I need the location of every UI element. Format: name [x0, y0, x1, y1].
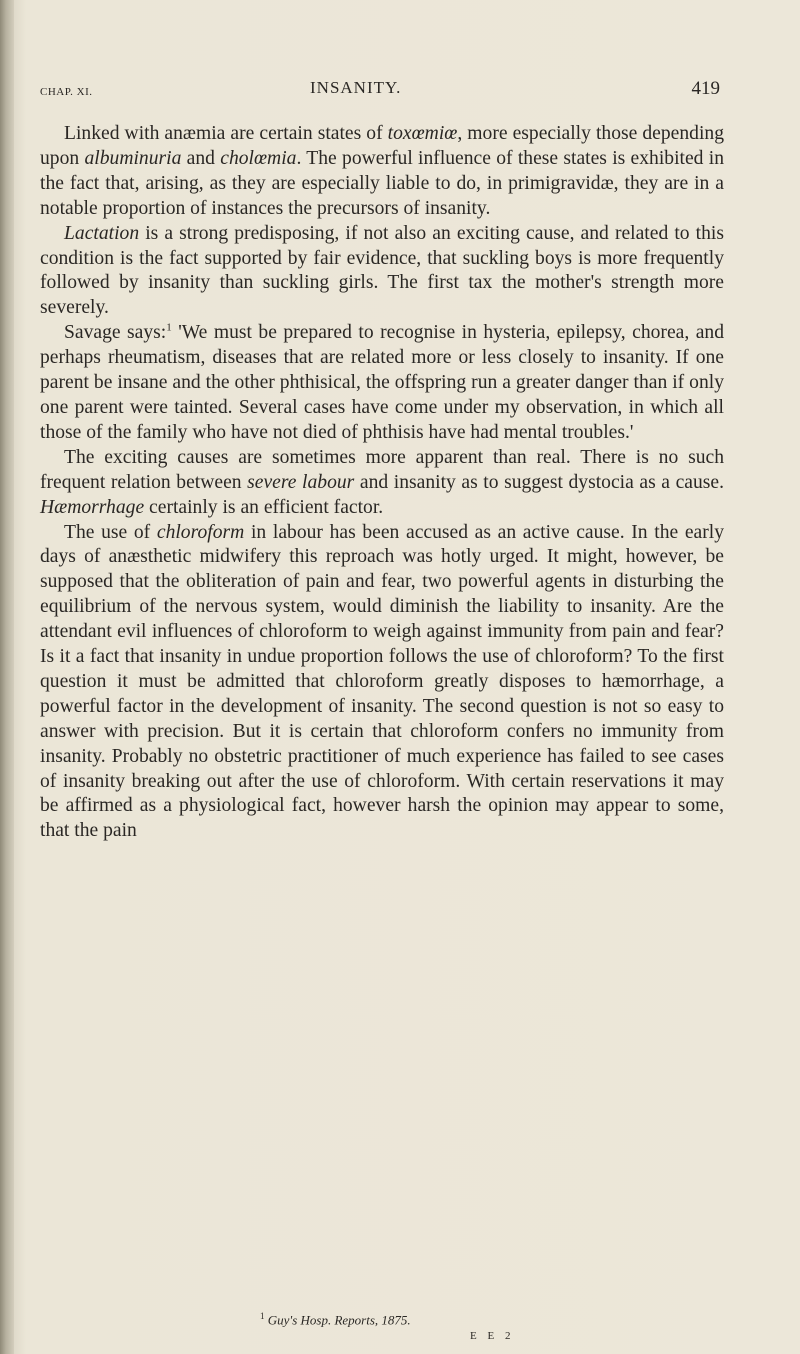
italic-term: chloroform: [156, 521, 245, 543]
text-run: . The powerful influence of these states is exhibited in the fact that, arising, as they are especially liable to do, in primigravidæ, they are in a notable proportion of instances the precursors of insanity.: [40, 147, 724, 219]
paragraph: [40, 122, 724, 222]
italic-term: toxœmiœ: [387, 123, 458, 144]
page-number: 419: [691, 78, 720, 99]
running-header: [40, 78, 720, 104]
running-title: INSANITY.: [310, 78, 402, 97]
italic-term: Hæmorrhage: [40, 496, 145, 518]
text-run: 'We must be prepared to recognise in hysteria, epilepsy, chorea, and perhaps rheumatism, diseases that are related more or less closely to insanity. If one parent be insane and the other phthisical, the offspring run a greater danger than if only one parent were tainted. Several cases have come under my observation, in which all those of the family who have not died of phthisis have had mental troubles.': [40, 322, 724, 443]
footnote: [260, 1311, 411, 1328]
italic-term: albuminuria: [84, 147, 182, 169]
paragraph: [40, 446, 724, 521]
paragraph: [40, 521, 724, 845]
text-run: The exciting causes are sometimes more apparent than real. There is no such frequent relation between: [40, 446, 724, 493]
footnote-mark: 1: [260, 1311, 265, 1321]
text-run: and insanity as to suggest dystocia as a cause.: [354, 471, 724, 493]
footnote-text: Guy's Hosp. Reports, 1875.: [267, 1312, 411, 1328]
footnote-reference: 1: [166, 321, 172, 334]
page-gutter: [0, 0, 14, 1354]
text-run: Savage says:: [64, 322, 167, 344]
text-run: certainly is an efficient factor.: [144, 496, 384, 518]
text-run: in labour has been accused as an active cause. In the early days of anæsthetic midwifery this reproach was hotly urged. It might, however, be supposed that the obliteration of pain and fear, two powerful agents in disturbing the equilibrium of the nervous system, would diminish the liability to insanity. Are the attendant evil influences of chloroform to weigh against immunity from pain and fear? Is it a fact that insanity in undue proportion follows the use of chloroform? To the first question it must be admitted that chloroform greatly disposes to hæmorrhage, a powerful factor in the development of insanity. The second question is not so easy to answer with precision. But it is certain that chloroform confers no immunity from insanity. Probably no obstetric practitioner of much experience has failed to see cases of insanity breaking out after the use of chloroform. With certain reservations it may be affirmed as a physiological fact, however harsh the opinion may appear to some, that the pain: [40, 521, 724, 842]
italic-term: cholœmia: [220, 147, 297, 169]
signature-mark: E E 2: [470, 1330, 515, 1342]
italic-term: Lactation: [64, 222, 140, 244]
text-run: Linked with anæmia are certain states of: [64, 123, 388, 144]
text-run: and: [181, 147, 221, 169]
paragraph: [40, 321, 724, 446]
text-run: The use of: [64, 521, 157, 543]
text-run: is a strong predisposing, if not also an exciting cause, and related to this condition is the fact supported by fair evidence, that suckling boys is more frequently followed by insanity than suckling girls. The first tax the mother's strength more severely.: [40, 222, 724, 319]
paragraph: [40, 222, 724, 322]
chapter-label: CHAP. XI.: [40, 86, 93, 98]
text-run: , more especially those depending upon: [40, 123, 724, 169]
italic-term: severe labour: [247, 471, 355, 493]
body-text: [40, 122, 724, 844]
